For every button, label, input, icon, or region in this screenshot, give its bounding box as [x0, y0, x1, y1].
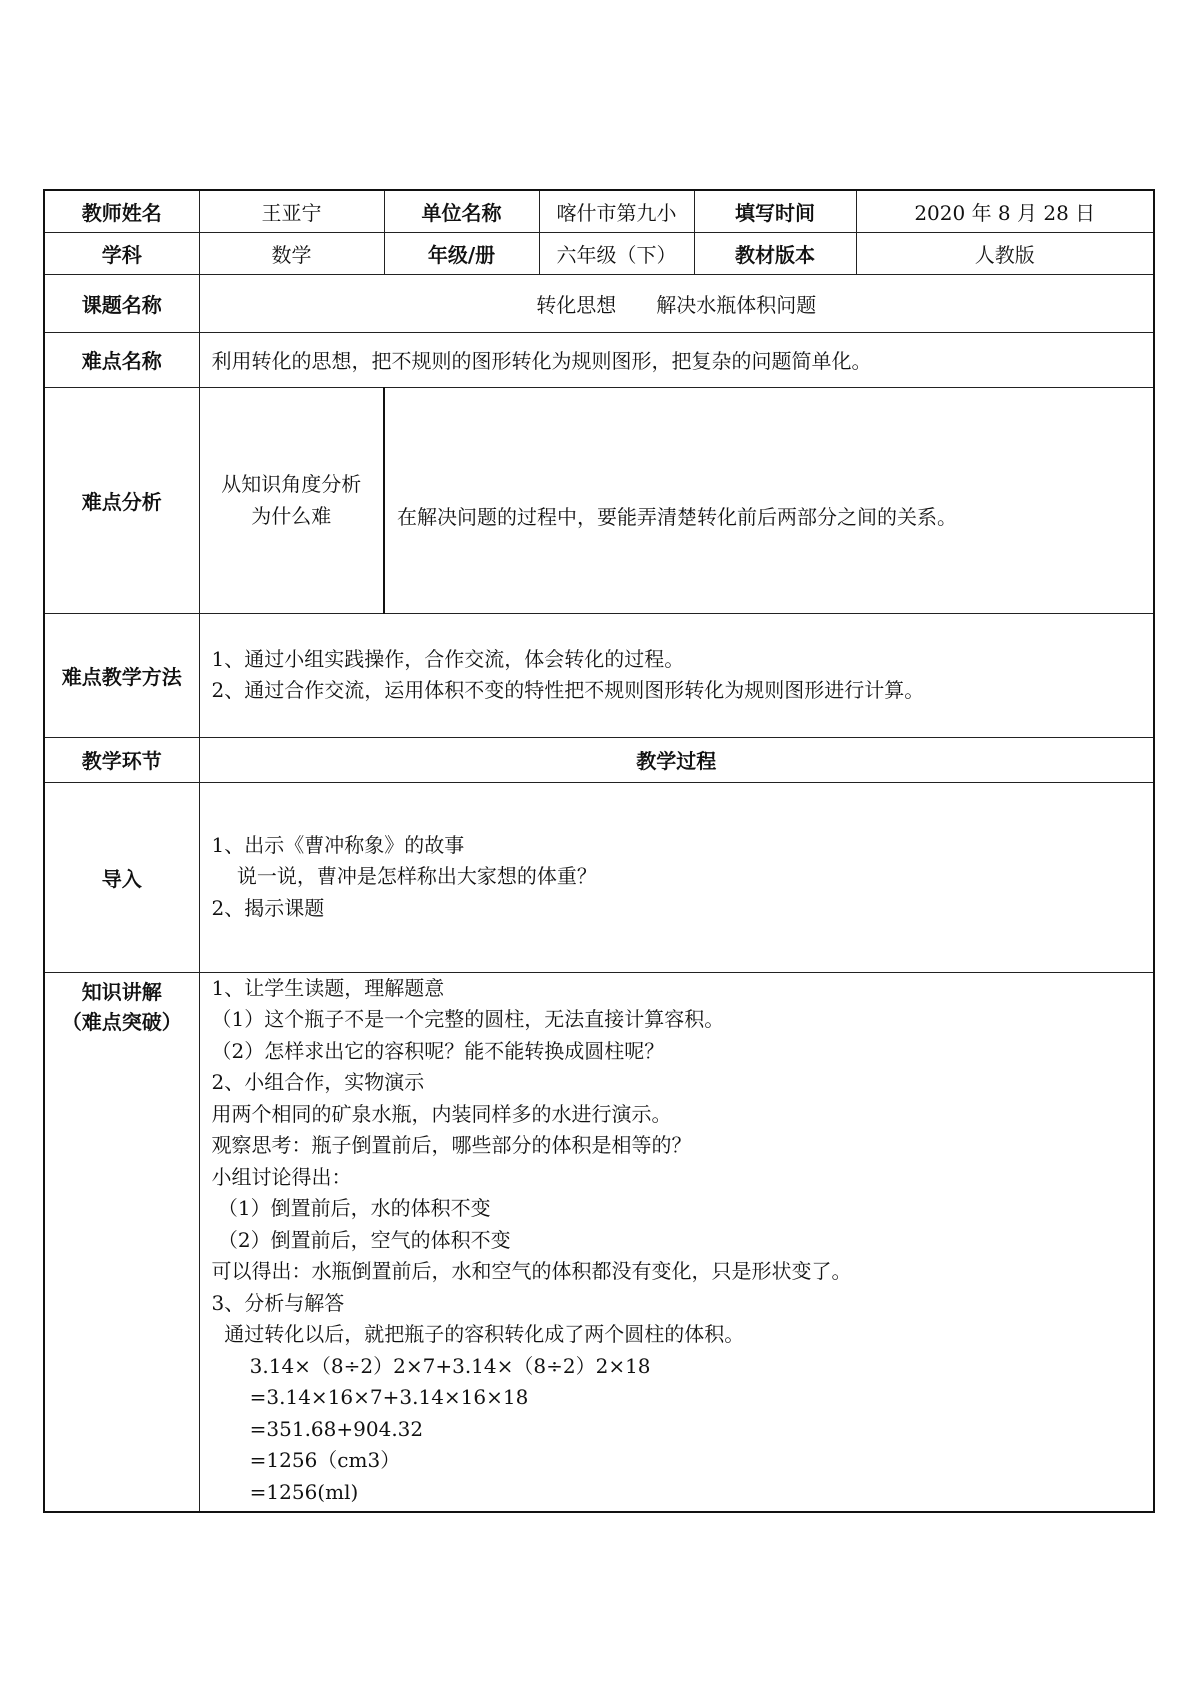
row-method: [44, 613, 1154, 737]
process-stage-label: 教学环节: [44, 737, 199, 782]
analysis-label: 难点分析: [44, 387, 199, 613]
intro-label: 导入: [44, 782, 199, 972]
process-label: 教学过程: [199, 737, 1154, 782]
lesson-plan-table: [43, 189, 1155, 1513]
date-value: 2020 年 8 月 28 日: [856, 190, 1154, 232]
method-label: 难点教学方法: [44, 613, 199, 737]
knowledge-label-line1: 知识讲解: [81, 979, 162, 1004]
row-teacher: [44, 190, 1154, 232]
knowledge-line: 小组讨论得出：: [211, 1164, 352, 1189]
difficulty-value: 利用转化的思想，把不规则的图形转化为规则图形，把复杂的问题简单化。: [199, 332, 1154, 387]
analysis-sub-label: [199, 387, 384, 613]
unit-label: 单位名称: [384, 190, 539, 232]
knowledge-line: =3.14×16×7+3.14×16×18: [211, 1385, 529, 1409]
knowledge-line: 1、让学生读题，理解题意: [211, 975, 445, 1000]
knowledge-line: 可以得出：水瓶倒置前后，水和空气的体积都没有变化，只是形状变了。: [211, 1259, 852, 1283]
knowledge-line: 3、分析与解答: [211, 1290, 345, 1315]
knowledge-line: 2、小组合作，实物演示: [211, 1070, 425, 1094]
row-subject: [44, 232, 1154, 274]
topic-value: 转化思想 解决水瓶体积问题: [199, 274, 1154, 332]
subject-value: 数学: [199, 232, 384, 274]
row-knowledge: [44, 972, 1154, 1512]
intro-line: 2、揭示课题: [211, 895, 325, 920]
unit-value: 喀什市第九小: [539, 190, 694, 232]
row-topic: [44, 274, 1154, 332]
intro-line: 说一说，曹冲是怎样称出大家想的体重？: [211, 864, 597, 889]
teacher-value: 王亚宁: [199, 190, 384, 232]
date-label: 填写时间: [694, 190, 856, 232]
method-line: 2、通过合作交流，运用体积不变的特性把不规则图形转化为规则图形进行计算。: [211, 678, 925, 702]
lesson-plan-sheet: [43, 189, 1153, 1513]
knowledge-line: （2）怎样求出它的容积呢？能不能转换成圆柱呢？: [211, 1038, 665, 1063]
row-difficulty: [44, 332, 1154, 387]
edition-value: 人教版: [856, 232, 1154, 274]
knowledge-line: =1256(ml): [211, 1479, 359, 1504]
knowledge-line: （2）倒置前后，空气的体积不变: [211, 1227, 511, 1252]
knowledge-line: 观察思考：瓶子倒置前后，哪些部分的体积是相等的？: [211, 1133, 692, 1157]
row-analysis: [44, 387, 1154, 613]
knowledge-line: =1256（cm3）: [211, 1448, 401, 1472]
knowledge-value: [199, 972, 1154, 1512]
analysis-sub-label-line2: 为什么难: [251, 504, 332, 528]
knowledge-line: （1）这个瓶子不是一个完整的圆柱，无法直接计算容积。: [211, 1007, 725, 1031]
knowledge-line: 通过转化以后，就把瓶子的容积转化成了两个圆柱的体积。: [211, 1322, 745, 1346]
edition-label: 教材版本: [694, 232, 856, 274]
row-intro: [44, 782, 1154, 972]
intro-value: [199, 782, 1154, 972]
knowledge-line: 用两个相同的矿泉水瓶，内装同样多的水进行演示。: [211, 1101, 672, 1126]
method-line: 1、通过小组实践操作，合作交流，体会转化的过程。: [211, 646, 685, 671]
analysis-sub-label-line1: 从知识角度分析: [221, 472, 362, 496]
teacher-label: 教师姓名: [44, 190, 199, 232]
knowledge-label-line2: （难点突破）: [61, 1009, 182, 1034]
row-process-header: [44, 737, 1154, 782]
topic-label: 课题名称: [44, 274, 199, 332]
difficulty-label: 难点名称: [44, 332, 199, 387]
subject-label: 学科: [44, 232, 199, 274]
knowledge-line: 3.14×（8÷2）2×7+3.14×（8÷2）2×18: [211, 1353, 651, 1378]
grade-value: 六年级（下）: [539, 232, 694, 274]
knowledge-line: =351.68+904.32: [211, 1416, 424, 1441]
grade-label: 年级/册: [384, 232, 539, 274]
intro-line: 1、出示《曹冲称象》的故事: [211, 832, 465, 857]
knowledge-line: （1）倒置前后，水的体积不变: [211, 1196, 491, 1220]
analysis-value: 在解决问题的过程中，要能弄清楚转化前后两部分之间的关系。: [384, 387, 1154, 613]
knowledge-label: [44, 972, 199, 1512]
method-value: [199, 613, 1154, 737]
